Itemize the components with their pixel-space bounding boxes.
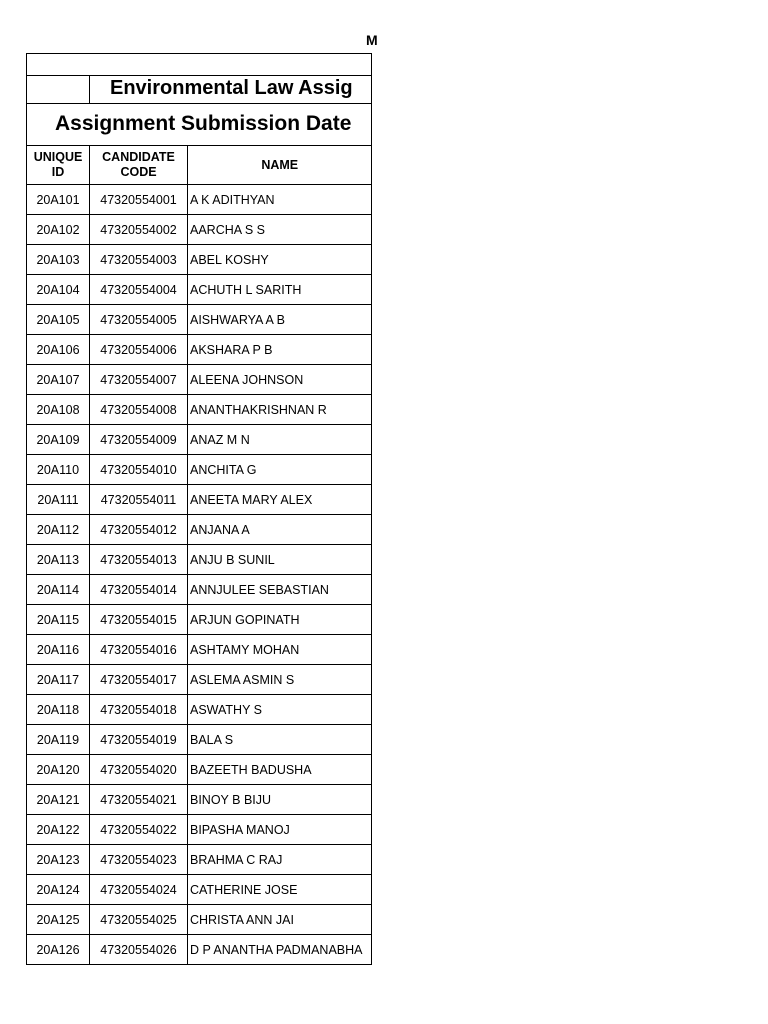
clipped-header-text: M [366,32,378,48]
table-row [27,335,372,365]
name-cell: CATHERINE JOSE [188,875,372,905]
table-row [27,395,372,425]
table-row [27,215,372,245]
table-row [27,875,372,905]
table-row [27,245,372,275]
candidate-code-cell: 47320554001 [90,185,188,215]
unique-id-cell: 20A105 [27,305,90,335]
unique-id-cell: 20A118 [27,695,90,725]
table-row [27,815,372,845]
unique-id-cell: 20A123 [27,845,90,875]
candidate-code-cell: 47320554008 [90,395,188,425]
candidate-code-cell: 47320554003 [90,245,188,275]
unique-id-cell: 20A109 [27,425,90,455]
student-table [26,53,372,965]
name-cell: AISHWARYA A B [188,305,372,335]
table-row [27,485,372,515]
name-cell: ARJUN GOPINATH [188,605,372,635]
name-cell: ANJU B SUNIL [188,545,372,575]
table-row [27,575,372,605]
candidate-code-cell: 47320554007 [90,365,188,395]
name-cell: A K ADITHYAN [188,185,372,215]
unique-id-cell: 20A122 [27,815,90,845]
subtitle-row [27,104,372,146]
unique-id-cell: 20A101 [27,185,90,215]
candidate-code-cell: 47320554018 [90,695,188,725]
name-cell: BINOY B BIJU [188,785,372,815]
unique-id-cell: 20A110 [27,455,90,485]
title-cell [90,76,372,104]
candidate-code-cell: 47320554014 [90,575,188,605]
name-cell: ASHTAMY MOHAN [188,635,372,665]
unique-id-cell: 20A126 [27,935,90,965]
unique-id-cell: 20A124 [27,875,90,905]
candidate-code-cell: 47320554019 [90,725,188,755]
candidate-code-cell: 47320554002 [90,215,188,245]
name-cell: BALA S [188,725,372,755]
name-cell: AKSHARA P B [188,335,372,365]
name-cell: D P ANANTHA PADMANABHA [188,935,372,965]
unique-id-cell: 20A121 [27,785,90,815]
unique-id-cell: 20A106 [27,335,90,365]
sheet-right-border [371,53,372,965]
table-row [27,845,372,875]
unique-id-cell: 20A125 [27,905,90,935]
candidate-code-cell: 47320554025 [90,905,188,935]
candidate-code-cell: 47320554006 [90,335,188,365]
unique-id-cell: 20A115 [27,605,90,635]
unique-id-cell: 20A103 [27,245,90,275]
sheet-title: Environmental Law Assig [110,77,353,99]
table-row [27,905,372,935]
title-row [27,76,372,104]
unique-id-header: UNIQUE ID [27,146,90,185]
unique-id-cell: 20A119 [27,725,90,755]
title-left-cell [27,76,90,104]
column-header-row [27,146,372,185]
candidate-code-cell: 47320554017 [90,665,188,695]
candidate-code-cell: 47320554020 [90,755,188,785]
candidate-code-cell: 47320554011 [90,485,188,515]
candidate-code-cell: 47320554023 [90,845,188,875]
unique-id-cell: 20A111 [27,485,90,515]
table-row [27,515,372,545]
table-row [27,785,372,815]
table-row [27,605,372,635]
name-cell: BAZEETH BADUSHA [188,755,372,785]
name-cell: ASWATHY S [188,695,372,725]
table-row [27,365,372,395]
name-cell: BIPASHA MANOJ [188,815,372,845]
unique-id-cell: 20A117 [27,665,90,695]
name-cell: ANNJULEE SEBASTIAN [188,575,372,605]
subtitle-cell [27,104,372,146]
name-cell: ANJANA A [188,515,372,545]
table-row [27,725,372,755]
submission-date-label: Assignment Submission Date [55,112,352,135]
candidate-code-cell: 47320554024 [90,875,188,905]
candidate-code-cell: 47320554016 [90,635,188,665]
name-cell: ANAZ M N [188,425,372,455]
candidate-code-header: CANDIDATE CODE [90,146,188,185]
name-cell: CHRISTA ANN JAI [188,905,372,935]
unique-id-cell: 20A120 [27,755,90,785]
name-cell: ANCHITA G [188,455,372,485]
unique-id-cell: 20A107 [27,365,90,395]
unique-id-cell: 20A104 [27,275,90,305]
name-cell: AARCHA S S [188,215,372,245]
table-row [27,455,372,485]
name-cell: ABEL KOSHY [188,245,372,275]
table-row [27,935,372,965]
name-cell: ASLEMA ASMIN S [188,665,372,695]
candidate-code-cell: 47320554021 [90,785,188,815]
name-cell: ANANTHAKRISHNAN R [188,395,372,425]
table-row [27,305,372,335]
candidate-code-cell: 47320554013 [90,545,188,575]
unique-id-cell: 20A112 [27,515,90,545]
blank-cell [27,54,372,76]
blank-row [27,54,372,76]
table-row [27,695,372,725]
name-cell: ALEENA JOHNSON [188,365,372,395]
table-row [27,635,372,665]
candidate-code-cell: 47320554012 [90,515,188,545]
name-cell: ACHUTH L SARITH [188,275,372,305]
name-cell: ANEETA MARY ALEX [188,485,372,515]
name-cell: BRAHMA C RAJ [188,845,372,875]
table-row [27,665,372,695]
candidate-code-cell: 47320554015 [90,605,188,635]
unique-id-cell: 20A113 [27,545,90,575]
name-header: NAME [188,146,372,185]
unique-id-cell: 20A116 [27,635,90,665]
candidate-code-cell: 47320554022 [90,815,188,845]
table-row [27,755,372,785]
table-row [27,545,372,575]
unique-id-cell: 20A102 [27,215,90,245]
unique-id-cell: 20A114 [27,575,90,605]
table-row [27,185,372,215]
unique-id-cell: 20A108 [27,395,90,425]
candidate-code-cell: 47320554010 [90,455,188,485]
candidate-code-cell: 47320554005 [90,305,188,335]
candidate-code-cell: 47320554009 [90,425,188,455]
table-row [27,425,372,455]
candidate-code-cell: 47320554026 [90,935,188,965]
candidate-code-cell: 47320554004 [90,275,188,305]
table-row [27,275,372,305]
